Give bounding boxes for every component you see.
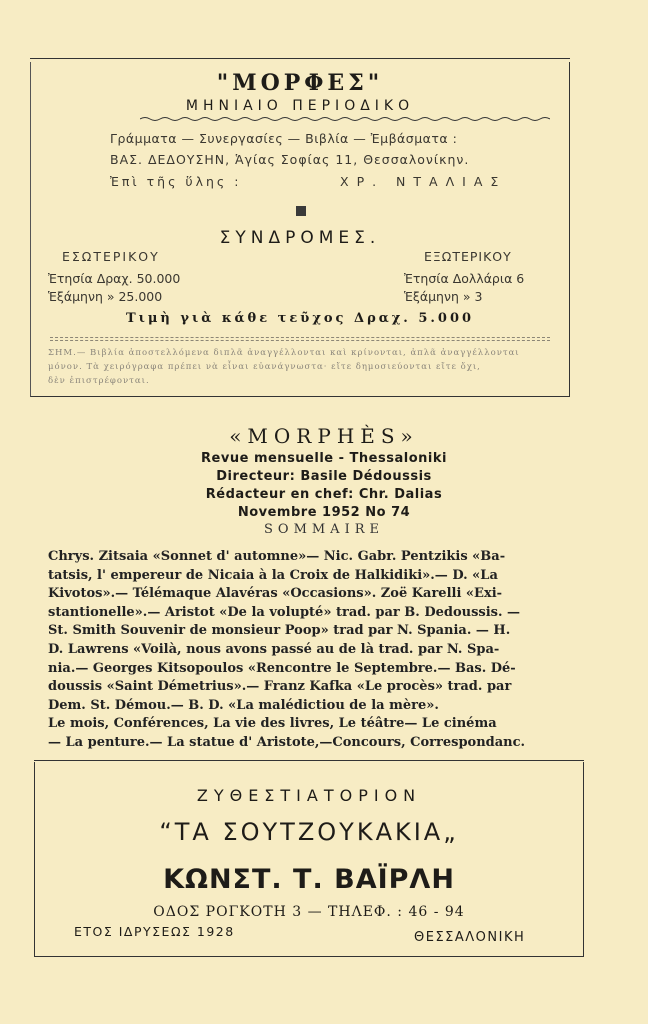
sommaire-line: Le mois, Conférences, La vie des livres, Le téâtre— Le cinéma xyxy=(48,716,497,732)
french-line-3: Rédacteur en chef: Chr. Dalias xyxy=(205,487,443,502)
foreign-heading: ΕΞΩΤΕΡΙΚΟΥ xyxy=(424,249,512,264)
foreign-semiannual: Ἑξάμηνη » 3 xyxy=(404,289,483,304)
sommaire-line: — La penture.— La statue d' Aristote,—Concours, Correspondanc. xyxy=(48,734,526,750)
advert-line-1: ΖΥΘΕΣΤΙΑΤΟΡΙΟΝ xyxy=(196,786,422,805)
sommaire-heading: SOMMAIRE xyxy=(264,522,384,537)
french-line-1: Revue mensuelle - Thessaloniki xyxy=(201,451,447,466)
address-line-1: Γράμματα — Συνεργασίες — Βιβλία — Ἐμβάσματα : xyxy=(110,131,458,146)
address-line-2: ΒΑΣ. ΔΕΔΟΥΣΗΝ, Ἁγίας Σοφίας 11, Θεσσαλονίκην. xyxy=(110,152,470,167)
domestic-annual: Ἐτησία Δραχ. 50.000 xyxy=(48,271,181,286)
subscriptions-title: ΣΥΝΔΡΟΜΕΣ. xyxy=(219,228,381,248)
advert-city: ΘΕΣΣΑΛΟΝΙΚΗ xyxy=(414,930,526,945)
issue-price: Τιμὴ γιὰ κάθε τεῦχος Δραχ. 5.000 xyxy=(125,311,475,326)
bottom-rule xyxy=(34,760,584,761)
editor-line-prefix: Ἐπὶ τῆς ὕλης : xyxy=(110,174,242,189)
note-line-3: δὲν ἐπιστρέφονται. xyxy=(48,376,150,386)
sommaire-line: Kivotos».— Télémaque Alavéras «Occasions». Zoë Karelli «Exi- xyxy=(48,586,503,602)
sommaire-body xyxy=(48,548,563,753)
french-line-2: Directeur: Basile Dédoussis xyxy=(216,469,432,484)
note-line-1: ΣΗΜ.— Βιβλία ἀποστελλόμενα διπλᾶ ἀναγγέλλονται καὶ κρίνονται, ἁπλᾶ ἀναγγέλλονται xyxy=(48,348,520,358)
sommaire-line: D. Lawrens «Voilà, nous avons passé au de là trad. par N. Spa- xyxy=(48,641,500,657)
french-line-4: Novembre 1952 No 74 xyxy=(237,505,411,520)
domestic-heading: ΕΣΩΤΕΡΙΚΟΥ xyxy=(62,249,160,264)
advert-line-3: ΚΩΝΣΤ. Τ. ΒΑΪΡΛΗ xyxy=(163,864,455,895)
french-title: «MORPHÈS» xyxy=(229,424,419,448)
advert-line-2: “ΤΑ ΣΟΥΤΖΟΥΚΑΚΙΑ„ xyxy=(159,818,459,846)
top-rule xyxy=(30,58,570,59)
sommaire-line: stantionelle».— Aristot «De la volupté» trad. par B. Dedoussis. — xyxy=(48,604,521,620)
sommaire-line: Dem. St. Démou.— B. D. «La malédictiou de la mère». xyxy=(48,697,439,713)
advert-founded: ΕΤΟΣ ΙΔΡΥΣΕΩΣ 1928 xyxy=(74,924,235,939)
dashed-rule-2 xyxy=(50,340,550,341)
foreign-annual: Ἐτησία Δολλάρια 6 xyxy=(404,271,525,286)
sommaire-line: nia.— Georges Kitsopoulos «Rencontre le Septembre.— Bas. Dé- xyxy=(48,660,516,676)
sommaire-line: doussis «Saint Démetrius».— Franz Kafka «Le procès» trad. par xyxy=(48,679,512,695)
magazine-subtitle: ΜΗΝΙΑΙΟ ΠΕΡΙΟΔΙΚΟ xyxy=(185,98,415,114)
wavy-rule xyxy=(140,116,550,122)
magazine-title: "ΜΟΡΦΕΣ" xyxy=(216,70,384,96)
sommaire-line: Chrys. Zitsaia «Sonnet d' automne»— Nic. Gabr. Pentzikis «Ba- xyxy=(48,549,506,564)
subscriptions-note xyxy=(48,346,558,388)
domestic-semiannual: Ἑξάμηνη » 25.000 xyxy=(48,289,163,304)
sommaire-line: St. Smith Souvenir de monsieur Poop» trad par N. Spania. — H. xyxy=(48,623,511,639)
square-ornament-icon xyxy=(296,206,306,216)
note-line-2: μόνον. Τὰ χειρόγραφα πρέπει νὰ εἶναι εὐανάγνωστα· εἴτε δημοσιεύονται εἴτε ὄχι, xyxy=(48,362,481,372)
advert-line-4: ΟΔΟΣ ΡΟΓΚΟΤΗ 3 — ΤΗΛΕΦ. : 46 - 94 xyxy=(153,904,465,920)
sommaire-line: tatsis, l' empereur de Nicaia à la Croix de Halkidiki».— D. «La xyxy=(48,567,498,583)
dashed-rule-1 xyxy=(50,337,550,338)
editor-line-name: ΧΡ. ΝΤΑΛΙΑΣ xyxy=(340,174,507,189)
